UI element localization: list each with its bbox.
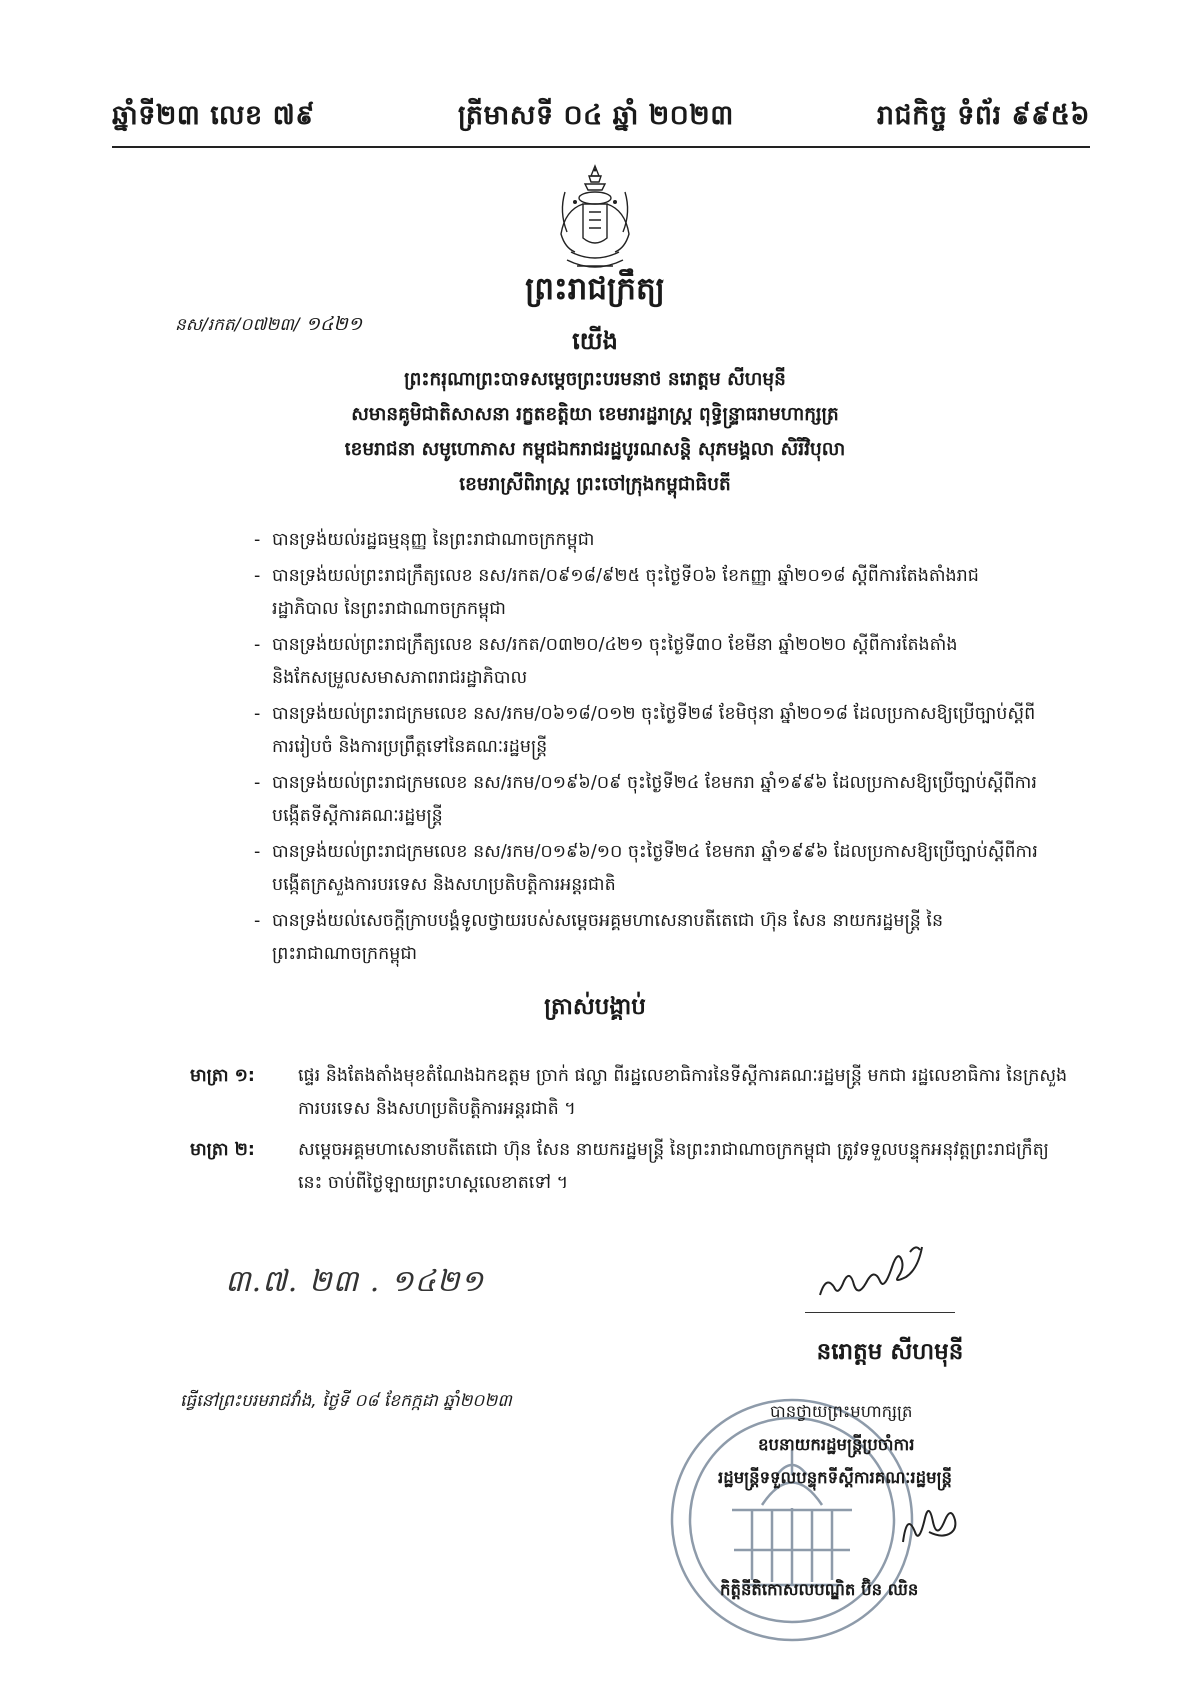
king-name: នរោត្តម សីហមុនី <box>816 1338 964 1365</box>
preamble-item: - បានទ្រង់យល់ព្រះរាជក្រឹត្យលេខ នស/រកត/០៣២០/៤២១ ចុះថ្ងៃទី៣០ ខែមីនា ឆ្នាំ២០២០ ស្តីពីការតែងតាំង និងកែសម្រួលសមាសភាពរាជរដ្ឋាភិបាល <box>272 629 1040 695</box>
document-subtitle: យើង <box>572 326 618 355</box>
article-2 <box>190 1134 1070 1200</box>
place-and-date: ធ្វើនៅព្រះបរមរាជវាំង, ថ្ងៃទី ០៨ ខែកក្កដា ឆ្នាំ២០២៣ <box>180 1391 512 1411</box>
preamble-list <box>272 524 1040 974</box>
countersign-line: បានថ្វាយព្រះមហាក្សត្រ <box>770 1402 913 1421</box>
preamble-item: - បានទ្រង់យល់ព្រះរាជក្រមលេខ នស/រកម/០១៩៦/០៩ ចុះថ្ងៃទី២៤ ខែមករា ឆ្នាំ១៩៩៦ ដែលប្រកាសឱ្យប្រើច្បាប់ស្តីពីការបង្កើតទីស្តីការគណៈរដ្ឋមន្ត្រី <box>272 767 1040 833</box>
header-rule <box>112 146 1090 148</box>
header-issue: ឆ្នាំទី២៣ លេខ ៧៩ <box>112 99 315 131</box>
article-1 <box>190 1060 1070 1126</box>
header-date: ត្រីមាសទី ០៤ ឆ្នាំ ២០២៣ <box>457 99 734 131</box>
article-text: ផ្ទេរ និងតែងតាំងមុខតំណែងឯកឧត្តម ច្រាក់ ផល្លា ពីរដ្ឋលេខាធិការនៃទីស្តីការគណៈរដ្ឋមន្ត្រី មកជា រដ្ឋលេខាធិការ នៃក្រសួងការបរទេស និងសហប្រតិបត្តិការអន្តរជាតិ ។ <box>298 1066 1068 1119</box>
preamble-item: - បានទ្រង់យល់រដ្ឋធម្មនុញ្ញ នៃព្រះរាជាណាចក្រកម្ពុជា <box>272 524 1040 557</box>
gazette-header <box>112 96 1090 140</box>
article-label: មាត្រា ២: <box>190 1140 255 1160</box>
countersign-line: ឧបនាយករដ្ឋមន្ត្រីប្រចាំការ <box>758 1435 915 1454</box>
king-signature <box>800 1240 960 1310</box>
minister-name: កិត្តិនីតិកោសលបណ្ឌិត ប៊ិន ឈិន <box>720 1580 919 1599</box>
countersignature-block <box>718 1395 1048 1494</box>
king-title-line: សមានគូមិជាតិសាសនា រក្ខតខត្តិយា ខេមរារដ្ឋរាស្ត្រ ពុទ្ធិន្ទ្រាធរាមហាក្សត្រ <box>351 404 839 425</box>
king-titles <box>210 362 980 502</box>
document-title: ព្រះរាជក្រឹត្យ <box>525 271 665 307</box>
preamble-item: - បានទ្រង់យល់ព្រះរាជក្រមលេខ នស/រកម/០៦១៨/០១២ ចុះថ្ងៃទី២៨ ខែមិថុនា ឆ្នាំ២០១៨ ដែលប្រកាសឱ្យប្រើច្បាប់ស្តីពីការរៀបចំ និងការប្រព្រឹត្តទៅនៃគណៈរដ្ឋមន្ត្រី <box>272 698 1040 764</box>
royal-arms-emblem-icon <box>545 162 645 272</box>
handwritten-date: ៣.៧. ២៣ . ១៤២១ <box>225 1264 485 1299</box>
preamble-item: - បានទ្រង់យល់សេចក្តីក្រាបបង្គំទូលថ្វាយរបស់សម្តេចអគ្គមហាសេនាបតីតេជោ ហ៊ុន សែន នាយករដ្ឋមន្ត្រី នៃព្រះរាជាណាចក្រកម្ពុជា <box>272 905 1040 971</box>
king-title-line: ខេមរាស្រីពិរាស្ត្រ ព្រះចៅក្រុងកម្ពុជាធិបតី <box>459 474 731 495</box>
header-page: រាជកិច្ច ទំព័រ ៩៩៥៦ <box>876 99 1090 131</box>
reference-handwritten: ១៤២១ <box>305 313 363 335</box>
preamble-item: - បានទ្រង់យល់ព្រះរាជក្រមលេខ នស/រកម/០១៩៦/១០ ចុះថ្ងៃទី២៤ ខែមករា ឆ្នាំ១៩៩៦ ដែលប្រកាសឱ្យប្រើច្បាប់ស្តីពីការបង្កើតក្រសួងការបរទេស និងសហប្រតិបត្តិការអន្តរជាតិ <box>272 836 1040 902</box>
minister-signature <box>895 1502 965 1552</box>
king-title-line: ព្រះករុណាព្រះបាទសម្តេចព្រះបរមនាថ នរោត្តម សីហមុនី <box>404 369 786 390</box>
reference-code: នស/រកត/០៧២៣/ <box>175 315 300 335</box>
signature-rule <box>805 1312 955 1313</box>
king-title-line: ខេមរាជនា សមូហោភាស កម្ពុជឯករាជរដ្ឋបូរណសន្តិ សុភមង្គលា សិរីវិបុលា <box>344 439 846 460</box>
article-text: សម្តេចអគ្គមហាសេនាបតីតេជោ ហ៊ុន សែន នាយករដ្ឋមន្ត្រី នៃព្រះរាជាណាចក្រកម្ពុជា ត្រូវទទួលបន្ទុកអនុវត្តព្រះរាជក្រឹត្យនេះ ចាប់ពីថ្ងៃឡាយព្រះហស្តលេខាតទៅ ។ <box>298 1140 1049 1193</box>
reference-number <box>175 312 362 340</box>
decision-heading: ត្រាស់បង្គាប់ <box>544 993 646 1020</box>
preamble-item: - បានទ្រង់យល់ព្រះរាជក្រឹត្យលេខ នស/រកត/០៩១៨/៩២៥ ចុះថ្ងៃទី០៦ ខែកញ្ញា ឆ្នាំ២០១៨ ស្តីពីការតែងតាំងរាជរដ្ឋាភិបាល នៃព្រះរាជាណាចក្រកម្ពុជា <box>272 560 1040 626</box>
article-label: មាត្រា ១: <box>190 1066 255 1086</box>
countersign-line: រដ្ឋមន្ត្រីទទួលបន្ទុកទីស្តីការគណៈរដ្ឋមន្ត្រី <box>718 1468 953 1487</box>
